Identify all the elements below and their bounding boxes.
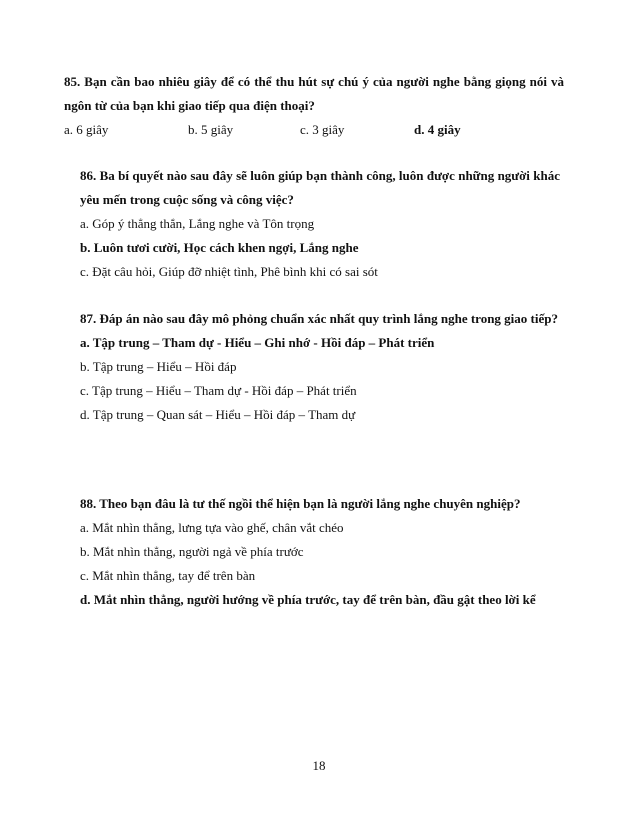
- option-c: c. Đặt câu hỏi, Giúp đỡ nhiệt tình, Phê bình khi có sai sót: [80, 264, 378, 279]
- option-a: a. Góp ý thẳng thắn, Lắng nghe và Tôn trọng: [80, 216, 315, 231]
- option-b: b. 5 giây: [188, 122, 234, 137]
- question-title: 88. Theo bạn đâu là tư thế ngồi thể hiện bạn là người lắng nghe chuyên nghiệp?: [80, 496, 521, 511]
- option-a: a. 6 giây: [64, 122, 109, 137]
- option-d: d. Tập trung – Quan sát – Hiểu – Hồi đáp – Tham dự: [80, 407, 356, 422]
- option-b-correct: b. Luôn tươi cười, Học cách khen ngợi, Lắng nghe: [80, 240, 359, 255]
- option-b: b. Tập trung – Hiểu – Hồi đáp: [80, 359, 237, 374]
- option-c: c. 3 giây: [300, 122, 345, 137]
- option-d-correct: d. Mắt nhìn thẳng, người hướng về phía trước, tay để trên bàn, đầu gật theo lời kể: [80, 592, 536, 607]
- question-86: [80, 164, 560, 284]
- question-title: 87. Đáp án nào sau đây mô phỏng chuẩn xác nhất quy trình lắng nghe trong giao tiếp?: [80, 311, 558, 326]
- option-a: a. Mắt nhìn thẳng, lưng tựa vào ghế, chân vắt chéo: [80, 520, 344, 535]
- question-85: [64, 70, 564, 142]
- option-c: c. Mắt nhìn thẳng, tay để trên bàn: [80, 568, 256, 583]
- question-88: [80, 492, 560, 612]
- option-d-correct: d. 4 giây: [414, 122, 461, 137]
- question-title: 86. Ba bí quyết nào sau đây sẽ luôn giúp bạn thành công, luôn được những người khác yêu mến trong cuộc sống và công việc?: [80, 168, 560, 207]
- option-c: c. Tập trung – Hiểu – Tham dự - Hồi đáp – Phát triển: [80, 383, 357, 398]
- page-number: 18: [312, 758, 326, 773]
- question-87: [80, 307, 560, 427]
- option-a-correct: a. Tập trung – Tham dự - Hiểu – Ghi nhớ - Hồi đáp – Phát triển: [80, 335, 435, 350]
- option-b: b. Mắt nhìn thẳng, người ngả về phía trước: [80, 544, 304, 559]
- option-row: [64, 118, 564, 142]
- question-title: 85. Bạn cần bao nhiêu giây để có thể thu hút sự chú ý của người nghe bằng giọng nói và ngôn từ của bạn khi giao tiếp qua điện thoại?: [64, 74, 564, 113]
